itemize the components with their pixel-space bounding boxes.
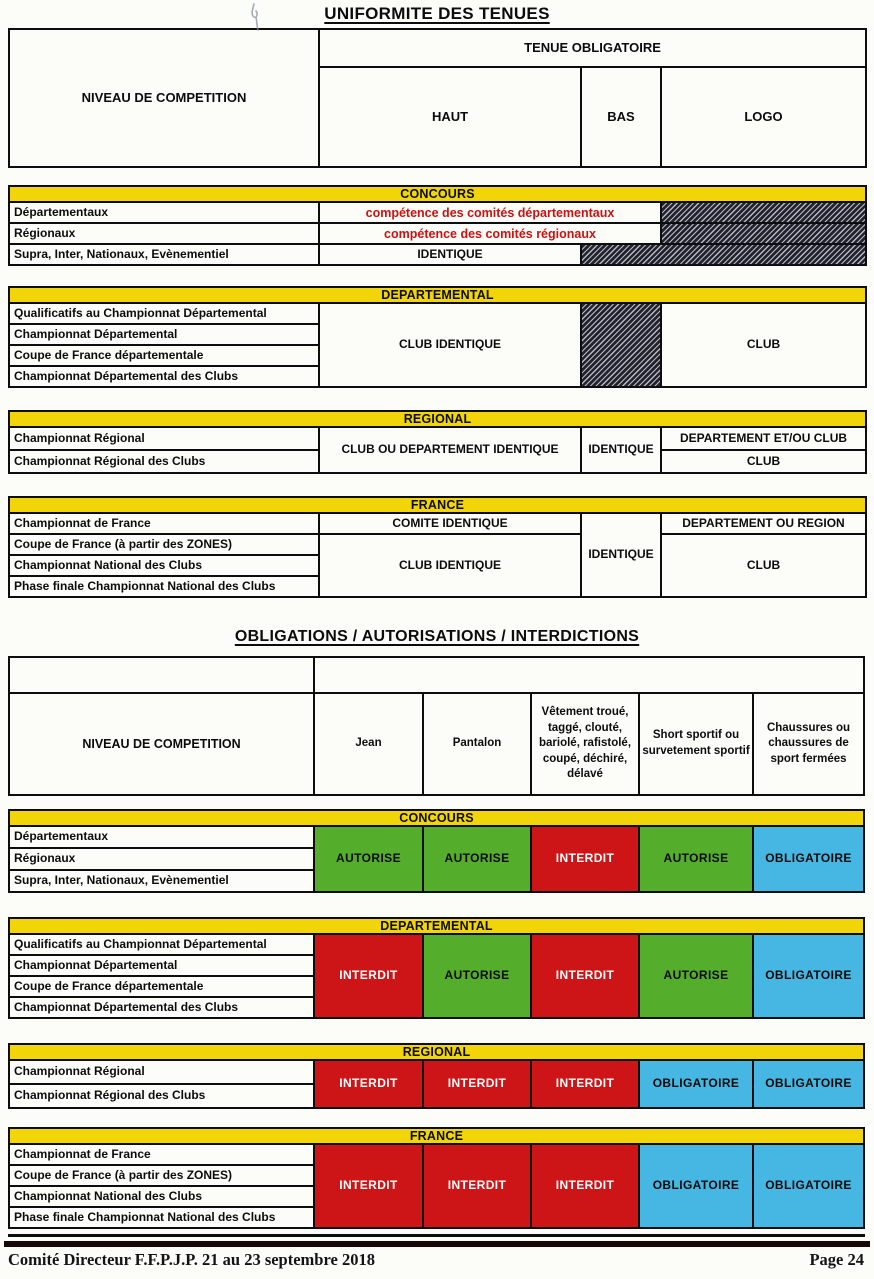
status-cell-short: OBLIGATOIRE (639, 1144, 753, 1228)
status-cell-short: AUTORISE (639, 934, 753, 1018)
haut-value: CLUB OU DEPARTEMENT IDENTIQUE (319, 427, 581, 473)
header-bas: BAS (581, 67, 661, 167)
haut-value: CLUB IDENTIQUE (319, 534, 581, 597)
haut-value: COMITE IDENTIQUE (319, 513, 581, 534)
status-cell-vetement: INTERDIT (531, 1144, 639, 1228)
t1-section-concours (8, 185, 867, 266)
status-cell-pantalon: AUTORISE (423, 934, 531, 1018)
logo-value: DEPARTEMENT ET/OU CLUB (661, 427, 866, 450)
header-vetement: Vêtement troué, taggé, clouté, bariolé, rafistolé, coupé, déchiré, délavé (531, 693, 639, 795)
t1-section-departemental (8, 286, 867, 388)
status-cell-vetement: INTERDIT (531, 1060, 639, 1108)
t2-section-regional (8, 1043, 865, 1109)
header-niveau-de-competition: NIVEAU DE COMPETITION (9, 693, 314, 795)
header-niveau-de-competition: NIVEAU DE COMPETITION (9, 29, 319, 167)
section-band-departemental: DEPARTEMENTAL (9, 287, 866, 303)
section-band-departemental: DEPARTEMENTAL (9, 918, 864, 934)
row-label: Régionaux (9, 848, 314, 870)
status-cell-vetement: INTERDIT (531, 826, 639, 892)
header-jean: Jean (314, 693, 423, 795)
logo-value: CLUB (661, 303, 866, 387)
logo-value: DEPARTEMENT OU REGION (661, 513, 866, 534)
section-band-regional: REGIONAL (9, 411, 866, 427)
status-cell-jean: INTERDIT (314, 934, 423, 1018)
row-label: Supra, Inter, Nationaux, Evènementiel (9, 244, 319, 265)
row-label: Phase finale Championnat National des Clubs (9, 576, 319, 597)
status-cell-short: OBLIGATOIRE (639, 1060, 753, 1108)
empty-header-cell (9, 657, 314, 693)
status-cell-pantalon: INTERDIT (423, 1144, 531, 1228)
spacer (0, 168, 874, 185)
empty-header-cell (314, 657, 864, 693)
footer-page-number: Page 24 (809, 1250, 864, 1269)
row-label: Coupe de France départementale (9, 976, 314, 997)
row-label: Qualificatifs au Championnat Départemental (9, 934, 314, 955)
status-cell-chaussures: OBLIGATOIRE (753, 934, 864, 1018)
header-short-sportif: Short sportif ou survetement sportif (639, 693, 753, 795)
status-cell-jean: AUTORISE (314, 826, 423, 892)
t2-section-concours (8, 809, 865, 893)
t1-section-regional (8, 410, 867, 474)
status-cell-chaussures: OBLIGATOIRE (753, 1060, 864, 1108)
status-cell-jean: INTERDIT (314, 1144, 423, 1228)
row-label: Phase finale Championnat National des Clubs (9, 1207, 314, 1228)
uniformite-header-table (8, 28, 867, 168)
spacer (0, 893, 874, 917)
status-cell-vetement: INTERDIT (531, 934, 639, 1018)
t2-section-france (8, 1127, 865, 1229)
spacer (0, 1109, 874, 1127)
header-tenue-obligatoire: TENUE OBLIGATOIRE (319, 29, 866, 67)
t1-section-france (8, 496, 867, 598)
row-label: Coupe de France départementale (9, 345, 319, 366)
logo-value: CLUB (661, 534, 866, 597)
status-cell-pantalon: INTERDIT (423, 1060, 531, 1108)
section-band-france: FRANCE (9, 497, 866, 513)
row-label: Championnat Départemental (9, 324, 319, 345)
header-pantalon: Pantalon (423, 693, 531, 795)
t2-section-departemental (8, 917, 865, 1019)
row-label: Championnat Départemental des Clubs (9, 997, 314, 1018)
status-cell-pantalon: AUTORISE (423, 826, 531, 892)
row-label: Championnat Régional (9, 1060, 314, 1084)
page-title: UNIFORMITE DES TENUES (324, 4, 550, 23)
row-label: Championnat de France (9, 1144, 314, 1165)
row-label: Coupe de France (à partir des ZONES) (9, 1165, 314, 1186)
row-label: Championnat Départemental (9, 955, 314, 976)
section-band-concours: CONCOURS (9, 810, 864, 826)
logo-value: CLUB (661, 450, 866, 473)
obligations-header-table (8, 656, 865, 796)
status-cell-jean: INTERDIT (314, 1060, 423, 1108)
hatched-cell (661, 202, 866, 223)
haut-value: CLUB IDENTIQUE (319, 303, 581, 387)
spacer (0, 796, 874, 809)
row-label: Coupe de France (à partir des ZONES) (9, 534, 319, 555)
hatched-cell (581, 244, 866, 265)
row-label: Départementaux (9, 826, 314, 848)
footer-left-text: Comité Directeur F.F.P.J.P. 21 au 23 septembre 2018 (8, 1250, 375, 1269)
header-logo: LOGO (661, 67, 866, 167)
second-table-title: OBLIGATIONS / AUTORISATIONS / INTERDICTIONS (234, 628, 640, 645)
row-label: Championnat de France (9, 513, 319, 534)
row-label: Régionaux (9, 223, 319, 244)
row-label: Championnat Régional des Clubs (9, 450, 319, 473)
status-cell-chaussures: OBLIGATOIRE (753, 1144, 864, 1228)
row-label: Championnat National des Clubs (9, 555, 319, 576)
hatched-cell (661, 223, 866, 244)
competence-note: compétence des comités départementaux (319, 202, 661, 223)
bas-value: IDENTIQUE (581, 513, 661, 597)
hatched-cell (581, 303, 661, 387)
pen-mark-artifact (248, 2, 268, 32)
row-label: Championnat Départemental des Clubs (9, 366, 319, 387)
spacer (0, 474, 874, 496)
row-label: Championnat Régional (9, 427, 319, 450)
haut-value: IDENTIQUE (319, 244, 581, 265)
section-band-concours: CONCOURS (9, 186, 866, 202)
status-cell-short: AUTORISE (639, 826, 753, 892)
header-haut: HAUT (319, 67, 581, 167)
status-cell-chaussures: OBLIGATOIRE (753, 826, 864, 892)
section-band-regional: REGIONAL (9, 1044, 864, 1060)
page-footer (0, 1241, 874, 1270)
row-label: Départementaux (9, 202, 319, 223)
header-chaussures: Chaussures ou chaussures de sport fermées (753, 693, 864, 795)
bas-value: IDENTIQUE (581, 427, 661, 473)
row-label: Supra, Inter, Nationaux, Evènementiel (9, 870, 314, 892)
row-label: Championnat National des Clubs (9, 1186, 314, 1207)
spacer (0, 388, 874, 410)
section-band-france: FRANCE (9, 1128, 864, 1144)
spacer (0, 266, 874, 286)
spacer (0, 1019, 874, 1043)
double-rule (8, 1234, 865, 1237)
competence-note: compétence des comités régionaux (319, 223, 661, 244)
row-label: Qualificatifs au Championnat Départemental (9, 303, 319, 324)
row-label: Championnat Régional des Clubs (9, 1084, 314, 1108)
